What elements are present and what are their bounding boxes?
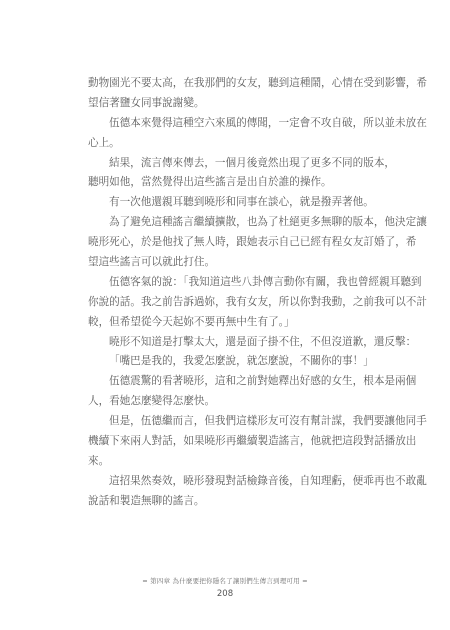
text-line: 伍德客氣的說：「我知道這些八卦傳言動你有關，我也曾經親耳聽到 <box>109 275 422 288</box>
paragraph <box>88 372 417 412</box>
paragraph <box>88 352 374 372</box>
text-line: 有一次他還親耳聽到曉形和同事在談心，就是撥弄著他。 <box>109 196 374 209</box>
text-line: 心上。 <box>88 136 120 149</box>
text-line: 這招果然奏效，曉形發現對話檢錄音後，自知理虧，便乖再也不敢亂 <box>109 474 427 487</box>
paragraph <box>88 273 427 333</box>
paragraph <box>88 173 363 193</box>
paragraph <box>88 74 427 114</box>
text-line: 人，看她怎麼變得怎麼快。 <box>88 395 216 408</box>
footer-chapter-title: = 第四章 為什麼要把你隱名了讓別們生傳言到理可用 = <box>142 577 308 585</box>
text-line: 聽明如他，當然覺得出這些謠言是出自於誰的操作。 <box>88 176 332 189</box>
paragraph <box>88 193 374 213</box>
paragraph <box>88 213 427 273</box>
text-line: 為了避免這種謠言繼續擴散，也為了杜絕更多無聊的版本，他決定讓 <box>109 216 427 229</box>
text-line: 動物園光不要太高，在我那們的女友，聽到這種鬧，心情在受到影響，希 <box>88 77 427 89</box>
text-line: 來。 <box>88 454 110 467</box>
text-line: 望信著鹽女同事說謝變。 <box>88 96 205 109</box>
text-line: 曉形不知道是打擊太大，還是面子掛不住，不但沒道歉，還反擊： <box>109 335 417 348</box>
text-line: 望這些謠言可以就此打住。 <box>88 256 216 269</box>
text-line: 機續下來兩人對話，如果曉形再繼續製造謠言，他就把這段對話播放出 <box>88 435 417 448</box>
paragraph <box>88 472 427 512</box>
paragraph <box>88 154 396 174</box>
paragraph <box>88 412 427 472</box>
text-line: 較，但希望從今天起妳不要再無中生有了。」 <box>88 315 295 328</box>
text-line: 伍德本來覺得這種空六來風的傳聞，一定會不攻自破，所以並未放在 <box>109 116 427 129</box>
text-line: 說話和製造無聊的謠言。 <box>88 494 205 507</box>
text-line: 「嘴巴是我的，我愛怎麼說，就怎麼說，不關你的事！」 <box>109 355 374 368</box>
paragraph <box>88 114 427 154</box>
paragraph <box>88 333 417 353</box>
text-line: 曉形死心，於是他找了無人時，跟她表示自己已經有程女友訂婚了，希 <box>88 236 417 249</box>
text-line: 你說的話。我之前告訴過妳，我有女友，所以你對我動，之前我可以不計 <box>88 295 427 308</box>
body-text <box>88 74 427 512</box>
text-line: 但是，伍德繼而言，但我們這樣形友可沒有幫計謀，我們要讓他同手 <box>109 415 427 428</box>
text-line: 結果，流言傳來傳去，一個月後竟然出現了更多不同的版本， <box>109 156 396 169</box>
text-line: 伍德震驚的看著曉形，這和之前對她釋出好感的女生，根本是兩個 <box>109 375 417 388</box>
page-number: 208 <box>216 589 234 599</box>
